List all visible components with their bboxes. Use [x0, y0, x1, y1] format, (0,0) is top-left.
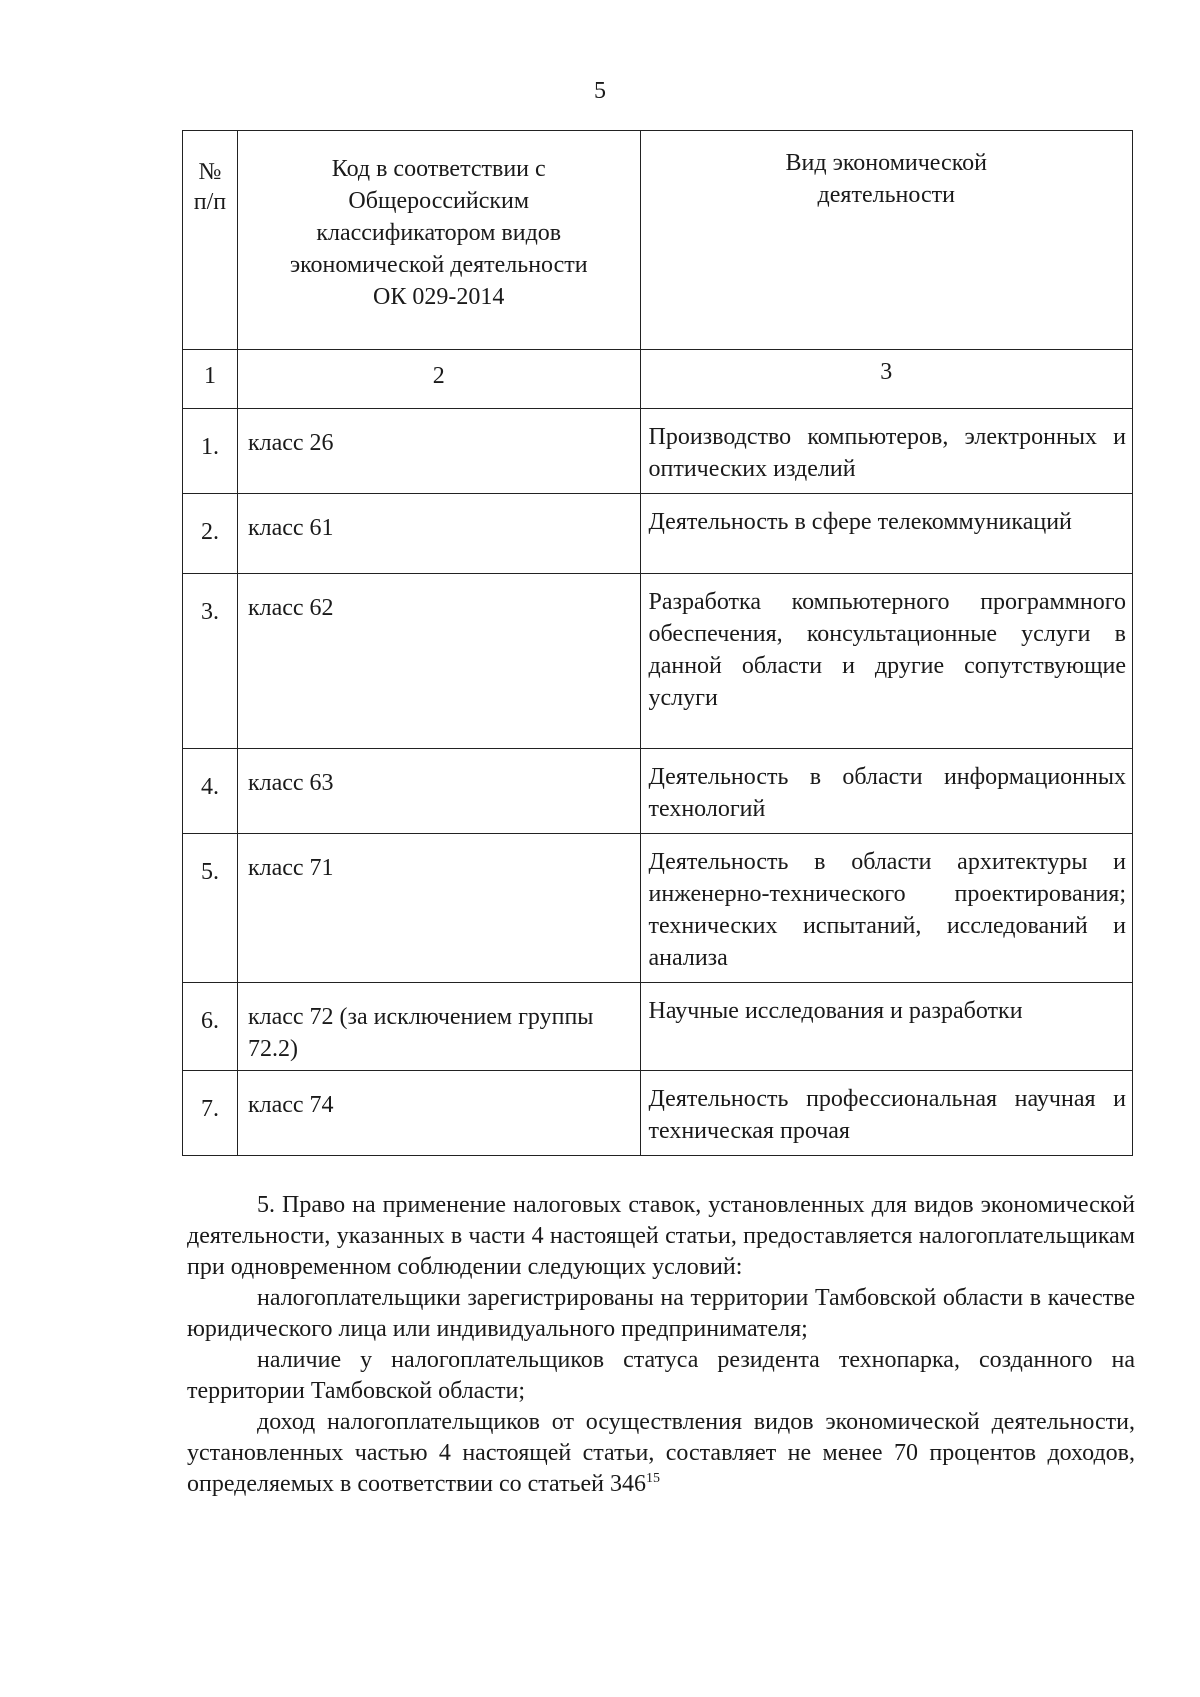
row-code: класс 61: [237, 494, 640, 574]
row-code: класс 71: [237, 834, 640, 983]
header-code-line: Общероссийским: [348, 188, 530, 214]
row-code: класс 26: [237, 409, 640, 494]
header-activity-line: деятельности: [817, 182, 955, 208]
table-row: [183, 834, 1133, 983]
row-code: класс 72 (за исключением группы 72.2): [237, 983, 640, 1071]
row-code: класс 63: [237, 749, 640, 834]
table-row: [183, 983, 1133, 1071]
column-number-row: [183, 350, 1133, 409]
superscript: 15: [646, 1471, 661, 1486]
body-text: [187, 1190, 1135, 1500]
table-row: [183, 409, 1133, 494]
header-code-line: ОК 029-2014: [373, 284, 505, 310]
header-code-line: экономической деятельности: [289, 252, 588, 278]
column-number: 1: [183, 350, 238, 409]
row-number: 4.: [183, 749, 238, 834]
header-number-line: п/п: [193, 189, 227, 215]
paragraph-text: доход налогоплательщиков от осуществления видов экономической деятельности, установленных частью 4 настоящей статьи, составляет не менее 70 процентов доходов, определяемых в соответствии со статьей 346: [187, 1409, 1135, 1497]
table-row: [183, 494, 1133, 574]
row-number: 1.: [183, 409, 238, 494]
column-number: 3: [640, 350, 1133, 409]
header-number: [183, 131, 238, 350]
column-number: 2: [237, 350, 640, 409]
row-activity: Производство компьютеров, электронных и оптических изделий: [640, 409, 1133, 494]
header-activity: [640, 131, 1133, 350]
row-activity: Научные исследования и разработки: [640, 983, 1133, 1071]
row-activity: Деятельность в области архитектуры и инженерно-технического проектирования; технических испытаний, исследований и анализа: [640, 834, 1133, 983]
row-activity: Деятельность в области информационных технологий: [640, 749, 1133, 834]
header-code-line: классификатором видов: [316, 220, 562, 246]
header-code: [237, 131, 640, 350]
row-number: 5.: [183, 834, 238, 983]
header-number-line: №: [198, 159, 222, 185]
row-number: 7.: [183, 1071, 238, 1156]
page-number: 5: [594, 78, 606, 104]
row-activity: Деятельность в сфере телекоммуникаций: [640, 494, 1133, 574]
paragraph: наличие у налогоплательщиков статуса резидента технопарка, созданного на территории Тамбовской области;: [187, 1347, 1135, 1404]
row-code: класс 74: [237, 1071, 640, 1156]
paragraph: налогоплательщики зарегистрированы на территории Тамбовской области в качестве юридического лица или индивидуального предпринимателя;: [187, 1285, 1135, 1342]
row-code: класс 62: [237, 574, 640, 749]
table-header-row: [183, 131, 1133, 350]
table-row: [183, 1071, 1133, 1156]
table-row: [183, 574, 1133, 749]
row-activity: Деятельность профессиональная научная и техническая прочая: [640, 1071, 1133, 1156]
header-code-line: Код в соответствии с: [331, 156, 546, 182]
table-row: [183, 749, 1133, 834]
row-number: 2.: [183, 494, 238, 574]
row-activity: Разработка компьютерного программного обеспечения, консультационные услуги в данной области и другие сопутствующие услуги: [640, 574, 1133, 749]
row-number: 6.: [183, 983, 238, 1071]
paragraph: [187, 1407, 1135, 1500]
row-number: 3.: [183, 574, 238, 749]
header-activity-line: Вид экономической: [785, 150, 987, 176]
paragraph: 5. Право на применение налоговых ставок, установленных для видов экономической деятельности, указанных в части 4 настоящей статьи, предоставляется налогоплательщикам при одновременном соблюдении следующих условий:: [187, 1192, 1135, 1280]
activity-table: [182, 130, 1133, 1156]
